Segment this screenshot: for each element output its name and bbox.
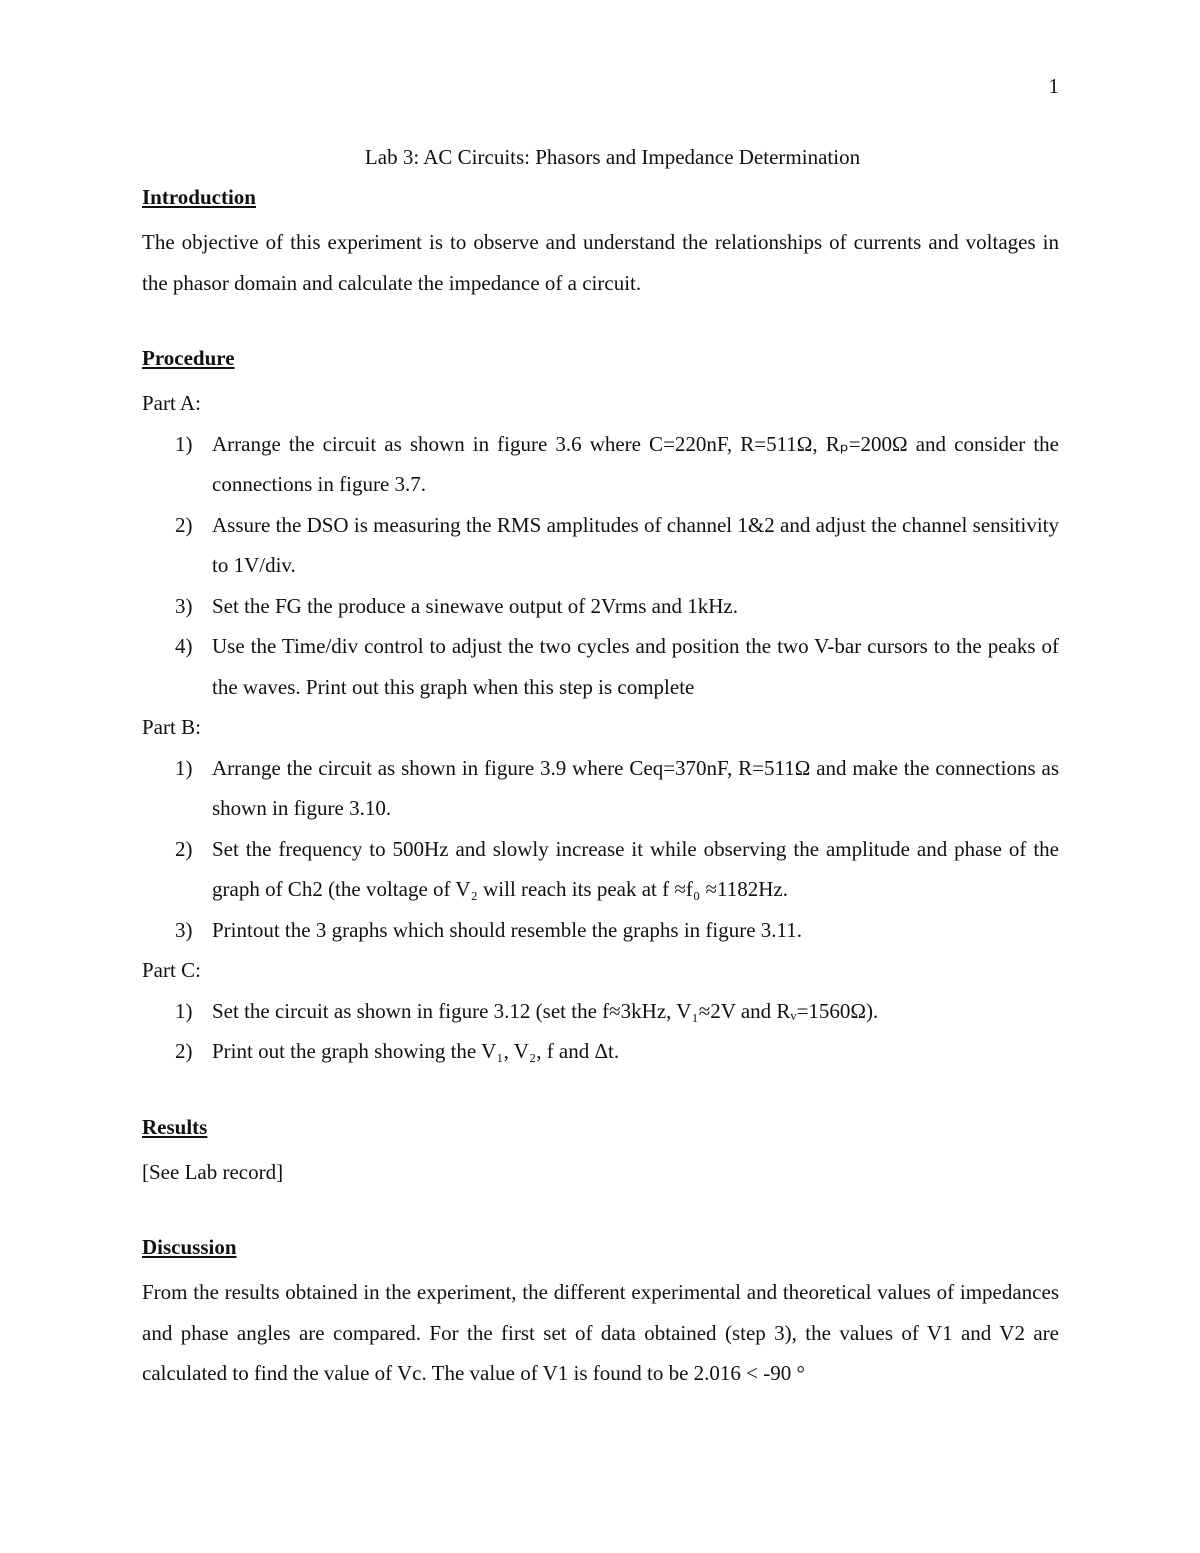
list-item (142, 505, 1059, 586)
document-title: Lab 3: AC Circuits: Phasors and Impedance Determination (364, 145, 861, 169)
step-number: 3) (175, 593, 193, 618)
results-text: [See Lab record] (142, 1159, 284, 1184)
list-item (142, 626, 1059, 707)
step-text: Assure the DSO is measuring the RMS amplitudes of channel 1&2 and adjust the channel sensitivity to 1V/div. (212, 512, 1059, 577)
step-number: 2) (175, 512, 193, 537)
step-text: Arrange the circuit as shown in figure 3.6 where C=220nF, R=511Ω, Rₚ=200Ω and consider the connections in figure 3.7. (212, 431, 1059, 496)
step-text: Print out the graph showing the V₁, V₂, f and Δt. (212, 1039, 620, 1063)
list-item (142, 829, 1059, 910)
introduction-heading: Introduction (142, 185, 256, 209)
results-heading: Results (142, 1114, 208, 1139)
step-number: 1) (175, 755, 193, 780)
part-a-label: Part A: (142, 391, 201, 415)
step-number: 2) (175, 836, 193, 861)
step-number: 2) (175, 1039, 193, 1063)
step-text: Set the FG the produce a sinewave output of 2Vrms and 1kHz. (212, 593, 738, 618)
step-number: 1) (175, 998, 193, 1023)
document-body (142, 142, 1059, 1394)
step-number: 4) (175, 634, 193, 658)
list-item (142, 586, 1059, 627)
procedure-heading: Procedure (142, 346, 235, 370)
step-text: Set the circuit as shown in figure 3.12 (set the f≈3kHz, V₁≈2V and Rᵥ=1560Ω). (212, 998, 879, 1023)
list-item (142, 748, 1059, 829)
step-number: 1) (175, 431, 193, 456)
part-c-label: Part C: (142, 958, 201, 982)
step-text: Printout the 3 graphs which should resemble the graphs in figure 3.11. (212, 917, 803, 942)
discussion-text: From the results obtained in the experiment, the different experimental and theoretical values of impedances and phase angles are compared. For the first set of data obtained (step 3), the values of V1 and V2 are calculated to find the value of Vc. The value of V1 is found to be 2.016 < -90 ° (142, 1280, 1059, 1385)
part-c-steps (142, 991, 1059, 1072)
step-text: Set the frequency to 500Hz and slowly increase it while observing the amplitude and phase of the graph of Ch2 (the voltage of V₂ will reach its peak at f ≈f₀ ≈1182Hz. (212, 836, 1059, 901)
step-text: Use the Time/div control to adjust the two cycles and position the two V-bar cursors to the peaks of the waves. Print out this graph when this step is complete (212, 634, 1059, 699)
list-item (142, 424, 1059, 505)
list-item (142, 1031, 1059, 1072)
part-b-label: Part B: (142, 715, 201, 739)
step-text: Arrange the circuit as shown in figure 3.9 where Ceq=370nF, R=511Ω and make the connections as shown in figure 3.10. (212, 755, 1059, 820)
step-number: 3) (175, 917, 193, 942)
part-b-steps (142, 748, 1059, 951)
list-item (142, 991, 1059, 1032)
discussion-heading: Discussion (142, 1235, 237, 1259)
part-a-steps (142, 424, 1059, 708)
page-number: 1 (1048, 74, 1059, 98)
introduction-text: The objective of this experiment is to observe and understand the relationships of currents and voltages in the phasor domain and calculate the impedance of a circuit. (142, 230, 1059, 295)
list-item (142, 910, 1059, 951)
